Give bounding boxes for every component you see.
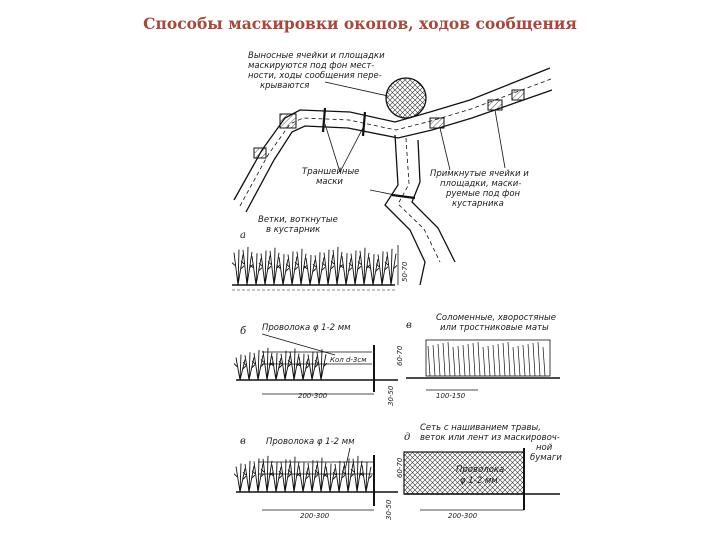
mat-reed (433, 345, 435, 376)
stake-b-label: Кол d-3см (330, 356, 367, 364)
wire-b-label: Проволока φ 1-2 мм (262, 323, 351, 333)
grass-tuft (333, 461, 345, 492)
dim-a: 50-70 (401, 261, 409, 282)
mat-reed (498, 344, 500, 376)
dim-c-width: 200-300 (300, 512, 330, 520)
grass-tuft (340, 253, 352, 285)
grass-tuft (259, 251, 271, 286)
wire-d-line-1: Проволока (456, 465, 505, 475)
grass-tuft (324, 464, 336, 493)
panel-c-letter: в (240, 436, 246, 447)
panel-d-letter: д (404, 432, 411, 443)
branches-line-2: в кустарник (266, 225, 321, 235)
mat-reed (448, 342, 450, 376)
mat-reed (533, 343, 535, 376)
top-callout-line-3: ности, ходы сообщения пере- (248, 71, 382, 81)
mat-reed (538, 342, 540, 376)
panel-b-letter: б (240, 326, 247, 337)
grass-tuft (360, 462, 372, 492)
mat-reed (518, 346, 520, 376)
adjacent-cells-label (430, 169, 529, 209)
trench-masks-line-2: маски (316, 177, 343, 187)
wire-c-label: Проволока φ 1-2 мм (266, 437, 355, 447)
mat-reed (428, 346, 430, 376)
dim-v-width: 100-150 (436, 392, 466, 400)
net-line-4: бумаги (530, 453, 562, 463)
mat-reed (488, 346, 490, 376)
grass-tuft (322, 250, 334, 285)
mat-reed (503, 343, 505, 376)
grass-tuft (304, 255, 316, 285)
mat-reed (453, 347, 455, 376)
top-callout-line-1: Выносные ячейки и площадки (248, 51, 385, 61)
bushes-a (232, 247, 397, 285)
panel-v-letter: в (406, 320, 412, 331)
top-callout-line-4: крываются (260, 81, 310, 91)
grass-tuft (234, 355, 246, 381)
top-callout-line-2: маскируются под фон мест- (248, 61, 375, 71)
grass-tuft (279, 459, 291, 492)
mat-reeds (428, 342, 545, 376)
slide-title: Способы маскировки окопов, ходов сообщения (143, 14, 577, 33)
dim-b-width: 200-300 (298, 392, 328, 400)
adjacent-line-3: руемые под фон (446, 189, 521, 199)
mat-reed (513, 347, 515, 376)
mat-reed (523, 345, 525, 376)
mat-reed (478, 342, 480, 376)
grass-tuft (270, 353, 282, 380)
mat-reed (458, 346, 460, 376)
grass-tuft (270, 462, 282, 492)
panel-c (234, 436, 404, 520)
adjacent-line-2: площадки, маски- (440, 179, 522, 189)
grass-tuft (277, 254, 289, 285)
net-line-2: веток или лент из маскировоч- (420, 433, 560, 443)
mat-reed (463, 345, 465, 376)
grass-tuft (306, 460, 318, 492)
round-cell (386, 78, 426, 118)
mat-reed (438, 344, 440, 376)
dim-b-height: 60-70 (396, 345, 404, 366)
mat-reed (468, 344, 470, 376)
mat-reed (483, 347, 485, 376)
grass-tuft (315, 349, 327, 380)
branches-line-1: Ветки, воткнутые (258, 215, 338, 225)
mat-reed (528, 344, 530, 376)
grass-tuft (306, 352, 318, 381)
panel-a (232, 215, 409, 290)
grass-tuft (252, 350, 264, 380)
trench-masks-line-1: Траншейные (302, 167, 360, 177)
mat-reed (443, 343, 445, 376)
mats-line-2: или тростниковые маты (440, 323, 549, 333)
panel-v (406, 313, 560, 400)
grass-tuft (232, 250, 244, 285)
grass-tuft (243, 461, 255, 492)
grass-tuft (279, 351, 291, 380)
net-line-1: Сеть с нашиванием травы, (420, 423, 541, 433)
grass-tuft (367, 254, 379, 285)
trench-masks-label (302, 167, 359, 187)
top-callout (248, 51, 385, 91)
mats-line-1: Соломенные, хворостяные (436, 313, 556, 323)
adjacent-line-1: Примкнутые ячейки и (430, 169, 529, 179)
grass-tuft (234, 464, 246, 493)
dim-c-depth: 30-50 (385, 499, 393, 520)
mat-reed (493, 345, 495, 376)
dim-d-width: 200-300 (448, 512, 478, 520)
grass-tuft (297, 354, 309, 380)
dim-b-depth: 30-50 (387, 385, 395, 406)
mat-reed (543, 347, 545, 376)
mat-reed (508, 342, 510, 376)
grass-tuft (286, 251, 298, 285)
grass-tuft (376, 251, 388, 285)
grass-tuft (313, 252, 325, 285)
panel-a-letter: а (240, 230, 246, 241)
dim-c-height: 60-70 (396, 457, 404, 478)
grass-tuft (297, 463, 309, 492)
panel-b (234, 323, 404, 406)
grass-tuft (385, 249, 397, 285)
wire-d-line-2: φ 1-2 мм (460, 476, 498, 486)
panel-d (404, 423, 562, 520)
grass-tuft (243, 352, 255, 380)
grass-tuft (250, 253, 262, 285)
mat-reed (473, 343, 475, 376)
grass-tuft (252, 458, 264, 492)
adjacent-line-4: кустарника (452, 199, 504, 209)
grass-tuft (342, 458, 354, 492)
grass-tuft (349, 251, 361, 286)
net-line-3: ной (536, 443, 553, 453)
